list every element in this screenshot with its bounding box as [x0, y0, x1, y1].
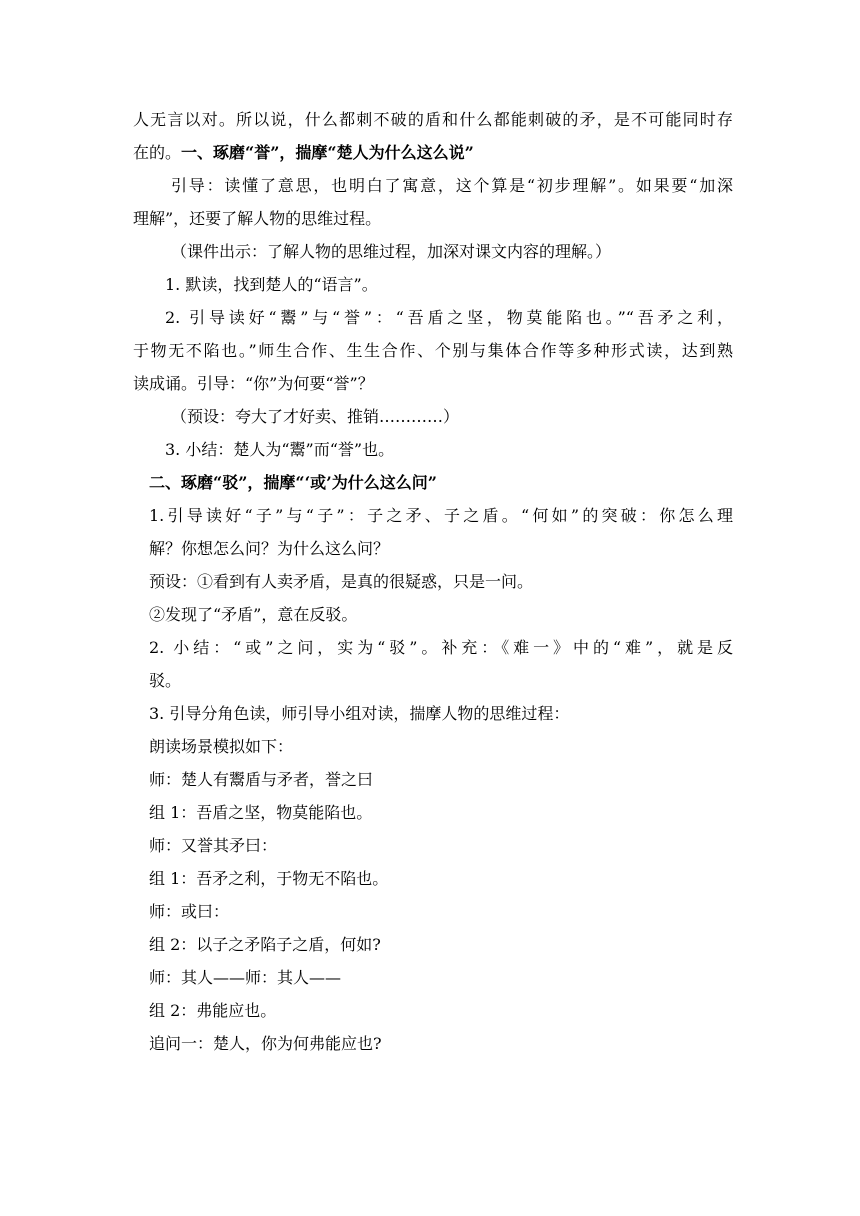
preset-note: （预设：夸大了才好卖、推销…………）	[171, 407, 460, 426]
paragraph-line: 读成诵。引导：“你”为何要“誉”？	[133, 374, 374, 393]
dialogue-line: 师：楚人有鬻盾与矛者，誉之曰	[149, 770, 374, 789]
list-item: 1. 默读，找到楚人的“语言”。	[165, 275, 378, 294]
paragraph-line: 驳。	[149, 671, 182, 690]
paragraph-line: ②发现了“矛盾”，意在反驳。	[149, 605, 358, 624]
paragraph-text: 在的。	[133, 143, 182, 162]
document-body	[133, 103, 733, 1060]
dialogue-line: 组 2：以子之矛陷子之盾，何如?	[149, 935, 381, 954]
list-item: 3. 引导分角色读，师引导小组对读，揣摩人物的思维过程：	[149, 704, 570, 723]
section-heading-1: 一、琢磨“誉”，揣摩“楚人为什么这么说”	[181, 143, 474, 162]
list-item: 2. 小结：“或”之问，实为“驳”。补充：《难一》中的“难”，就是反	[149, 638, 733, 657]
dialogue-line: 组 1：吾矛之利，于物无不陷也。	[149, 869, 389, 888]
paragraph-line: 理解”，还要了解人物的思维过程。	[133, 209, 382, 228]
courseware-note: （课件出示：了解人物的思维过程，加深对课文内容的理解。）	[171, 242, 612, 261]
dialogue-line: 组 1：吾盾之坚，物莫能陷也。	[149, 803, 373, 822]
paragraph-line: 于物无不陷也。”师生合作、生生合作、个别与集体合作等多种形式读，达到熟	[133, 341, 733, 360]
paragraph-line: 引导：读懂了意思，也明白了寓意，这个算是“初步理解”。如果要“加深	[171, 176, 733, 195]
dialogue-line: 追问一：楚人，你为何弗能应也?	[149, 1034, 382, 1053]
list-item: 3. 小结：楚人为“鬻”而“誉”也。	[165, 440, 395, 459]
paragraph-line: 人无言以对。所以说，什么都刺不破的盾和什么都能刺破的矛，是不可能同时存	[133, 110, 733, 129]
dialogue-line: 师：或曰：	[149, 902, 230, 921]
dialogue-line: 师：其人——师：其人——	[149, 968, 342, 987]
dialogue-line: 师：又誉其矛曰：	[149, 836, 278, 855]
list-item: 1.引导读好“子”与“子”：子之矛、子之盾。“何如”的突破：你怎么理	[149, 506, 733, 525]
paragraph-line: 朗读场景模拟如下：	[149, 737, 294, 756]
paragraph-line: 解？你想怎么问？为什么这么问？	[149, 539, 390, 558]
paragraph-line	[133, 136, 733, 169]
paragraph-line: 预设：①看到有人卖矛盾，是真的很疑惑，只是一问。	[149, 572, 534, 591]
section-heading-2: 二、琢磨“驳”，揣摩“‘或’为什么这么问”	[149, 473, 437, 492]
dialogue-line: 组 2：弗能应也。	[149, 1001, 277, 1020]
list-item: 2. 引导读好“鬻”与“誉”：“吾盾之坚，物莫能陷也。”“吾矛之利，	[165, 308, 733, 327]
